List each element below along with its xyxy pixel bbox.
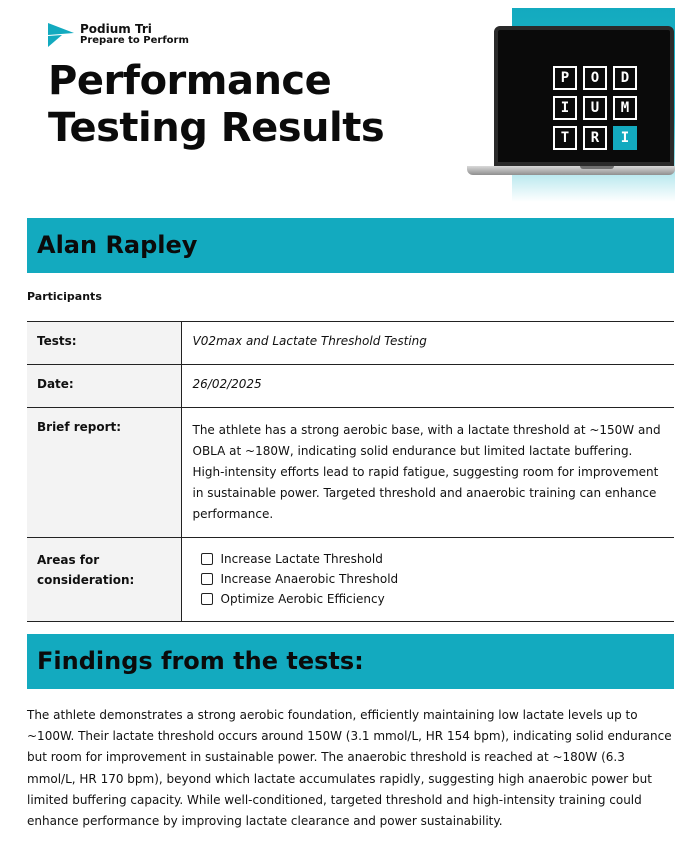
checkbox[interactable] [201,593,213,605]
laptop-base [467,166,675,175]
brand-tagline: Prepare to Perform [80,35,189,47]
findings-heading: Findings from the tests: [37,647,364,675]
brand-name: Podium Tri [80,22,152,37]
table-row [27,408,674,538]
checkbox[interactable] [201,573,213,585]
logo-cell: R [583,126,607,150]
checklist-item[interactable] [193,569,664,589]
checklist-item-label: Increase Anaerobic Threshold [220,572,399,586]
logo-cell: T [553,126,577,150]
logo-cell: I [553,96,577,120]
logo-cell: D [613,66,637,90]
podium-tri-logo-icon [48,23,74,47]
tests-value: V02max and Lactate Threshold Testing [181,322,674,365]
tests-label: Tests: [27,322,181,365]
table-row [27,365,674,408]
date-label: Date: [27,365,181,408]
date-value: 26/02/2025 [181,365,674,408]
checklist-item-label: Increase Lactate Threshold [220,552,383,566]
logo-cell: P [553,66,577,90]
athlete-name: Alan Rapley [37,231,198,259]
logo-cell: U [583,96,607,120]
table-row [27,322,674,365]
checklist-item-label: Optimize Aerobic Efficiency [220,592,385,606]
brand-text [80,23,189,46]
page-title-line2: Testing Results [48,105,385,151]
areas-value [181,538,674,622]
athlete-banner [27,218,674,273]
findings-text: The athlete demonstrates a strong aerobic foundation, efficiently maintaining low lactate levels up to ~100W. Their lactate threshold occurs around 150W (3.1 mmol/L, HR 154 bpm), indicating solid endurance but room for improvement in sustainable power. The anaerobic threshold is reached at ~180W (6.3 mmol/L, HR 170 bpm), beyond which lactate accumulates rapidly, suggesting high anaerobic power but limited buffering capacity. While well-conditioned, targeted threshold and high-intensity training could enhance performance by improving lactate clearance and power sustainability. [27,708,672,829]
laptop-notch [580,166,614,169]
checklist-item[interactable] [193,589,664,609]
areas-label: Areas for consideration: [27,538,181,622]
test-info-table [27,321,674,622]
report-value: The athlete has a strong aerobic base, with a lactate threshold at ~150W and OBLA at ~180W, indicating solid endurance but limited lactate buffering. High-intensity efforts lead to rapid fatigue, suggesting room for improvement in sustainable power. Targeted threshold and anaerobic training can enhance performance. [181,408,674,538]
podium-logo-grid [553,66,637,150]
logo-cell: O [583,66,607,90]
page-title [48,58,384,152]
findings-banner [27,634,674,689]
table-row [27,538,674,622]
report-label: Brief report: [27,408,181,538]
checkbox[interactable] [201,553,213,565]
page-title-line1: Performance [48,58,332,104]
areas-checklist [193,549,664,609]
participants-label: Participants [27,290,102,303]
checklist-item[interactable] [193,549,664,569]
logo-cell: M [613,96,637,120]
logo-cell-accent: I [613,126,637,150]
brand-header [48,23,189,47]
